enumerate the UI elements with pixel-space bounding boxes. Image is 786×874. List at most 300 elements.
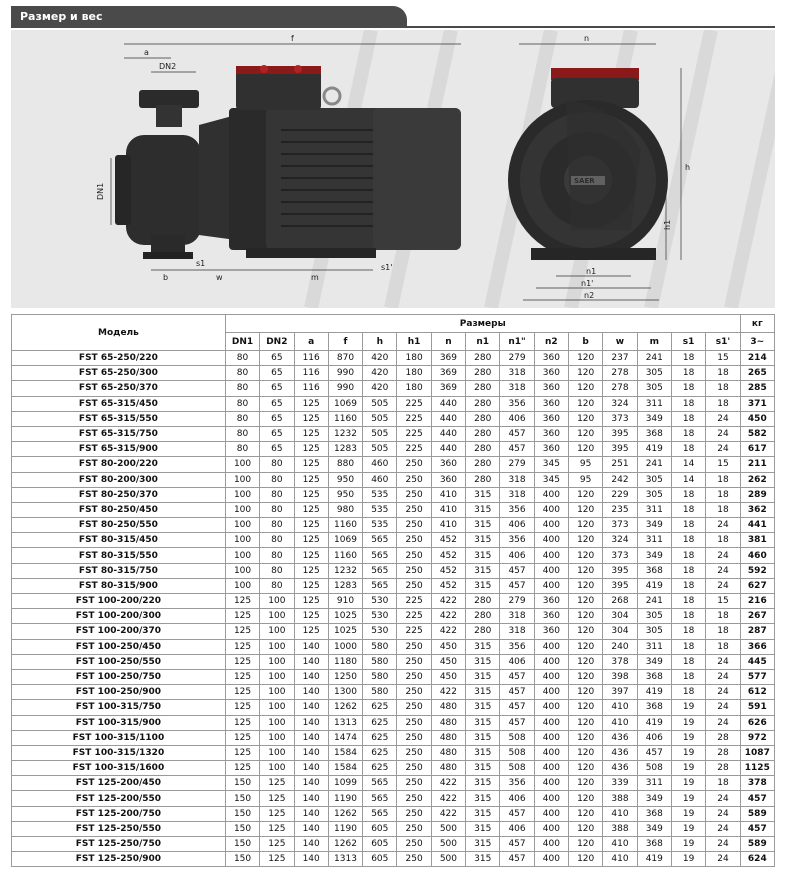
table-row [12,381,775,396]
dimension-cell: 120 [569,745,603,760]
dimension-cell: 280 [466,396,500,411]
weight-cell: 591 [740,700,774,715]
dimension-cell: 457 [500,563,534,578]
dimension-cell: 125 [294,518,328,533]
table-row [12,852,775,867]
dimension-cell: 457 [500,806,534,821]
dimension-cell: 1313 [328,715,362,730]
dimension-cell: 28 [706,730,740,745]
dimension-cell: 120 [569,852,603,867]
dimension-cell: 368 [637,837,671,852]
dimension-cell: 315 [466,852,500,867]
weight-subheader: 3~ [740,333,774,351]
table-row [12,548,775,563]
dimension-cell: 18 [671,578,705,593]
dimension-cell: 580 [363,654,397,669]
dimension-cell: 18 [706,533,740,548]
dimension-cell: 100 [260,715,294,730]
weight-cell: 289 [740,487,774,502]
dimension-cell: 480 [431,700,465,715]
dimension-cell: 120 [569,821,603,836]
dimension-cell: 125 [225,669,259,684]
dimension-cell: 406 [637,730,671,745]
dimension-cell: 360 [534,396,568,411]
dimension-cell: 457 [500,442,534,457]
dimension-cell: 116 [294,351,328,366]
dimension-cell: 400 [534,548,568,563]
dimension-cell: 18 [671,366,705,381]
dimension-cell: 241 [637,457,671,472]
dimension-cell: 100 [260,745,294,760]
dimension-cell: 140 [294,852,328,867]
side-view [96,34,461,282]
dimension-cell: 100 [260,624,294,639]
dimension-cell: 150 [225,821,259,836]
dimension-cell: 349 [637,548,671,563]
dimension-cell: 225 [397,426,431,441]
dimension-cell: 395 [603,426,637,441]
dimension-cell: 311 [637,396,671,411]
dimension-cell: 530 [363,594,397,609]
table-row [12,745,775,760]
dimension-cell: 305 [637,624,671,639]
dimension-cell: 125 [294,502,328,517]
weight-cell: 262 [740,472,774,487]
dimension-cell: 279 [500,594,534,609]
dimension-cell: 19 [671,791,705,806]
dimension-cell: 410 [431,487,465,502]
dimension-cell: 125 [294,594,328,609]
dimension-cell: 1250 [328,669,362,684]
weight-cell: 285 [740,381,774,396]
table-row [12,442,775,457]
dimension-cell: 225 [397,624,431,639]
dimension-cell: 311 [637,533,671,548]
dimension-cell: 324 [603,533,637,548]
dimension-cell: 125 [294,396,328,411]
dimension-cell: 100 [225,518,259,533]
dimension-cell: 452 [431,563,465,578]
model-cell: FST 65-315/900 [12,442,226,457]
dimension-cell: 565 [363,806,397,821]
weight-cell: 624 [740,852,774,867]
table-row [12,761,775,776]
dimension-cell: 15 [706,594,740,609]
section-divider [11,26,775,28]
dimension-cell: 65 [260,426,294,441]
dimension-cell: 395 [603,578,637,593]
dimension-cell: 140 [294,685,328,700]
dimension-cell: 880 [328,457,362,472]
model-cell: FST 80-250/550 [12,518,226,533]
dimension-cell: 24 [706,837,740,852]
dimension-cell: 225 [397,442,431,457]
model-cell: FST 80-315/900 [12,578,226,593]
dimension-cell: 397 [603,685,637,700]
section-header [11,6,407,28]
dimension-cell: 1025 [328,624,362,639]
table-row [12,821,775,836]
dimension-cell: 125 [294,457,328,472]
dimension-cell: 250 [397,745,431,760]
dimension-cell: 315 [466,806,500,821]
dimension-cell: 406 [500,821,534,836]
dimension-cell: 18 [671,518,705,533]
dimension-cell: 241 [637,594,671,609]
dimension-cell: 250 [397,730,431,745]
dimension-cell: 65 [260,366,294,381]
dimension-cell: 24 [706,700,740,715]
dimension-cell: 440 [431,396,465,411]
table-row [12,366,775,381]
dimension-cell: 360 [534,366,568,381]
dimension-cell: 500 [431,821,465,836]
dimension-cell: 318 [500,487,534,502]
weight-cell: 592 [740,563,774,578]
weight-cell: 366 [740,639,774,654]
dimension-cell: 251 [603,457,637,472]
dimension-cell: 565 [363,776,397,791]
dimension-cell: 318 [500,366,534,381]
dimension-cell: 419 [637,685,671,700]
dimension-cell: 315 [466,518,500,533]
dimension-cell: 140 [294,806,328,821]
dimension-cell: 18 [706,487,740,502]
column-header: n [431,333,465,351]
dimension-cell: 315 [466,533,500,548]
model-cell: FST 100-315/1600 [12,761,226,776]
table-header-row-1 [12,315,775,333]
dimension-cell: 605 [363,821,397,836]
dimension-cell: 457 [500,852,534,867]
dimension-cell: 378 [603,654,637,669]
dimension-cell: 80 [260,472,294,487]
dimension-cell: 410 [603,715,637,730]
dimension-cell: 250 [397,837,431,852]
dimension-cell: 18 [706,472,740,487]
dimension-cell: 24 [706,669,740,684]
dimension-cell: 457 [500,426,534,441]
dimension-cell: 315 [466,639,500,654]
table-row [12,654,775,669]
dimension-cell: 400 [534,639,568,654]
weight-cell: 457 [740,821,774,836]
dimension-cell: 125 [294,426,328,441]
svg-text:n2: n2 [584,291,595,300]
dimension-cell: 100 [260,761,294,776]
dimension-cell: 250 [397,578,431,593]
dimension-cell: 100 [260,669,294,684]
dimension-cell: 18 [671,502,705,517]
dimension-cell: 120 [569,351,603,366]
dimension-cell: 1190 [328,821,362,836]
dimension-cell: 315 [466,685,500,700]
column-header: n1 [466,333,500,351]
dimension-cell: 18 [706,396,740,411]
svg-text:DN2: DN2 [159,62,177,71]
dimension-cell: 24 [706,442,740,457]
dimension-cell: 315 [466,730,500,745]
svg-text:b: b [163,273,169,282]
dimension-cell: 140 [294,837,328,852]
dimension-cell: 1262 [328,700,362,715]
dimension-cell: 1232 [328,563,362,578]
dimension-cell: 360 [534,609,568,624]
dimension-cell: 305 [637,609,671,624]
dimension-cell: 28 [706,745,740,760]
dimension-cell: 305 [637,472,671,487]
dimension-cell: 368 [637,700,671,715]
dimension-cell: 18 [706,776,740,791]
dimension-cell: 80 [260,518,294,533]
dimension-cell: 100 [260,609,294,624]
dimension-cell: 318 [500,624,534,639]
dimension-cell: 419 [637,852,671,867]
dimension-cell: 1069 [328,396,362,411]
dimension-cell: 19 [671,761,705,776]
dimension-cell: 250 [397,761,431,776]
column-header: h [363,333,397,351]
dimension-cell: 339 [603,776,637,791]
dimension-cell: 18 [671,548,705,563]
dimension-cell: 120 [569,366,603,381]
model-cell: FST 100-200/300 [12,609,226,624]
dimension-cell: 565 [363,533,397,548]
dimension-cell: 368 [637,563,671,578]
dimension-cell: 24 [706,578,740,593]
dimension-cell: 356 [500,639,534,654]
dimension-cell: 125 [294,609,328,624]
weight-cell: 577 [740,669,774,684]
dimension-cell: 120 [569,396,603,411]
dimension-cell: 990 [328,381,362,396]
dimension-cell: 250 [397,806,431,821]
dimension-cell: 410 [603,852,637,867]
dimension-cell: 315 [466,700,500,715]
dimension-cell: 400 [534,578,568,593]
dimension-cell: 1262 [328,806,362,821]
dimension-cell: 400 [534,745,568,760]
dimension-cell: 406 [500,518,534,533]
table-row [12,837,775,852]
dimension-cell: 406 [500,654,534,669]
dimension-cell: 422 [431,685,465,700]
dimension-cell: 18 [671,533,705,548]
dimension-cell: 15 [706,457,740,472]
dimension-cell: 400 [534,806,568,821]
model-cell: FST 80-250/450 [12,502,226,517]
dimension-cell: 580 [363,669,397,684]
dimension-cell: 1262 [328,837,362,852]
dimension-cell: 80 [260,578,294,593]
svg-text:w: w [216,273,223,282]
dimension-cell: 1474 [328,730,362,745]
table-row [12,669,775,684]
dimension-cell: 100 [225,533,259,548]
dimension-cell: 120 [569,669,603,684]
dimension-cell: 398 [603,669,637,684]
dimension-cell: 311 [637,639,671,654]
dimension-cell: 80 [225,381,259,396]
dimension-cell: 120 [569,563,603,578]
dimension-cell: 225 [397,396,431,411]
dimension-cell: 450 [431,654,465,669]
model-cell: FST 80-315/450 [12,533,226,548]
dimension-cell: 140 [294,669,328,684]
dimension-cell: 1160 [328,518,362,533]
dimension-cell: 125 [225,609,259,624]
dimension-cell: 422 [431,776,465,791]
dimension-cell: 395 [603,563,637,578]
model-cell: FST 80-315/750 [12,563,226,578]
dimension-cell: 280 [466,411,500,426]
dimension-cell: 318 [500,609,534,624]
dimension-cell: 250 [397,639,431,654]
model-cell: FST 100-250/450 [12,639,226,654]
dimension-cell: 65 [260,351,294,366]
dimension-cell: 395 [603,442,637,457]
dimension-cell: 436 [603,761,637,776]
dimension-cell: 315 [466,487,500,502]
dimension-cell: 508 [637,761,671,776]
dimension-cell: 125 [260,821,294,836]
dimension-cell: 268 [603,594,637,609]
dimension-cell: 120 [569,730,603,745]
dimension-cell: 422 [431,806,465,821]
dimension-cell: 18 [671,624,705,639]
dimension-cell: 120 [569,715,603,730]
weight-cell: 972 [740,730,774,745]
dimension-cell: 280 [466,472,500,487]
dimension-cell: 457 [500,685,534,700]
dimension-cell: 150 [225,806,259,821]
dimension-cell: 120 [569,442,603,457]
dimension-cell: 280 [466,351,500,366]
dimension-cell: 100 [260,700,294,715]
table-row [12,624,775,639]
table-row [12,700,775,715]
dimension-cell: 229 [603,487,637,502]
dimension-cell: 406 [500,791,534,806]
dimension-cell: 508 [500,730,534,745]
dimension-cell: 369 [431,381,465,396]
weight-cell: 626 [740,715,774,730]
dimension-cell: 419 [637,442,671,457]
dimension-cell: 235 [603,502,637,517]
dimension-cell: 80 [260,487,294,502]
weight-cell: 457 [740,791,774,806]
dimension-cell: 18 [706,366,740,381]
dimension-cell: 19 [671,715,705,730]
table-row [12,472,775,487]
table-row [12,411,775,426]
dimension-cell: 19 [671,806,705,821]
dimension-cell: 1160 [328,548,362,563]
dimension-cell: 980 [328,502,362,517]
dimension-cell: 406 [500,548,534,563]
dimension-cell: 505 [363,426,397,441]
dimension-cell: 360 [534,594,568,609]
dimension-cell: 440 [431,442,465,457]
dimension-cell: 80 [225,396,259,411]
dimension-cell: 150 [225,852,259,867]
dimension-cell: 315 [466,563,500,578]
weight-cell: 617 [740,442,774,457]
dimension-cell: 580 [363,639,397,654]
dimension-cell: 100 [260,685,294,700]
dimension-cell: 125 [225,730,259,745]
section-title: Размер и вес [20,10,103,23]
dimension-cell: 480 [431,745,465,760]
dimension-cell: 120 [569,837,603,852]
dimension-cell: 278 [603,381,637,396]
dimension-cell: 24 [706,411,740,426]
dimension-cell: 18 [671,351,705,366]
table-row [12,609,775,624]
dimension-cell: 125 [260,776,294,791]
dimension-cell: 19 [671,852,705,867]
column-header: h1 [397,333,431,351]
model-cell: FST 100-250/550 [12,654,226,669]
dimension-cell: 250 [397,654,431,669]
dimension-cell: 315 [466,715,500,730]
dimension-cell: 24 [706,563,740,578]
dimension-cell: 116 [294,381,328,396]
dimension-cell: 18 [671,594,705,609]
weight-cell: 381 [740,533,774,548]
dimension-cell: 419 [637,578,671,593]
dimension-cell: 280 [466,457,500,472]
dimension-cell: 422 [431,609,465,624]
dimension-cell: 18 [706,502,740,517]
dimension-cell: 1584 [328,745,362,760]
dimension-cell: 225 [397,411,431,426]
dimension-cell: 250 [397,502,431,517]
dimension-cell: 1000 [328,639,362,654]
dimension-cell: 373 [603,548,637,563]
dimension-cell: 250 [397,821,431,836]
dimension-cell: 400 [534,685,568,700]
svg-text:DN1: DN1 [96,182,105,200]
dimension-cell: 18 [671,426,705,441]
dimension-cell: 360 [534,381,568,396]
dimension-cell: 457 [500,837,534,852]
dimension-cell: 605 [363,837,397,852]
dimension-cell: 1313 [328,852,362,867]
dimension-cell: 250 [397,518,431,533]
dimension-cell: 80 [225,442,259,457]
model-cell: FST 65-315/750 [12,426,226,441]
dimension-cell: 18 [671,685,705,700]
dimension-cell: 315 [466,669,500,684]
dimension-cell: 410 [431,518,465,533]
dimension-cell: 120 [569,761,603,776]
dimension-cell: 480 [431,730,465,745]
column-header: s1' [706,333,740,351]
weight-cell: 582 [740,426,774,441]
dimension-cell: 250 [397,533,431,548]
dimension-cell: 80 [225,366,259,381]
dimension-cell: 120 [569,518,603,533]
dimension-cell: 24 [706,518,740,533]
table-row [12,806,775,821]
svg-text:f: f [291,34,294,43]
table-row [12,518,775,533]
dimension-cell: 250 [397,700,431,715]
dimension-cell: 410 [603,806,637,821]
model-cell: FST 100-315/1100 [12,730,226,745]
dimension-cell: 250 [397,472,431,487]
